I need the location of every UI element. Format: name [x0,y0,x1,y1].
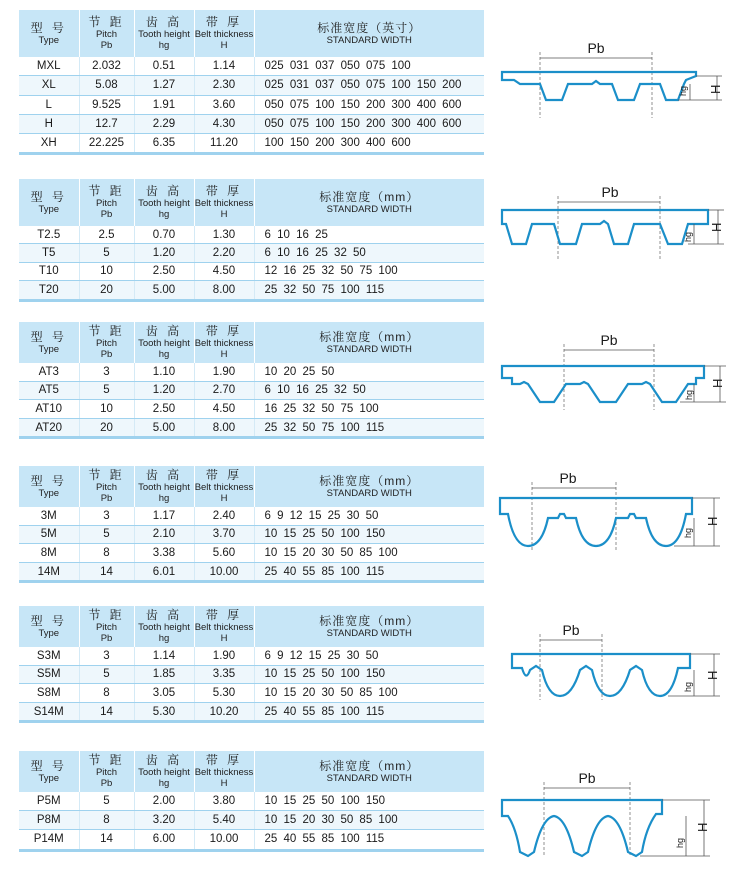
belt-profile-diagram-htd-series [498,470,728,560]
table-row [19,665,484,684]
pitch-header: 节 距 Pitch Pb [79,466,134,507]
type-header: 型 号 Type [19,466,79,507]
cell-pitch: 2.5 [79,226,134,244]
table-header [19,10,484,57]
pitch-label: Pb [587,40,605,56]
belt-profile-diagram-s-series [508,620,738,710]
cell-tooth: 1.91 [134,95,194,114]
cell-widths: 25 40 55 85 100 115 [254,830,484,850]
cell-belt: 2.20 [194,244,254,262]
pitch-header: 节 距 Pitch Pb [79,606,134,647]
standard-width-header: 标准宽度（英寸） STANDARD WIDTH [254,10,484,57]
cell-belt: 3.70 [194,525,254,544]
cell-widths: 6 10 16 25 [254,226,484,244]
belt-thickness-header: 带 厚 Belt thickness H [194,179,254,226]
standard-width-header: 标准宽度（mm） STANDARD WIDTH [254,606,484,647]
pitch-label: Pb [601,184,619,200]
table-row [19,76,484,95]
cell-pitch: 3 [79,647,134,665]
tooth-height-label: hg [683,231,693,242]
belt-thickness-label: H [705,670,720,680]
cell-widths: 6 9 12 15 25 30 50 [254,507,484,525]
cell-pitch: 3 [79,507,134,525]
table-row [19,562,484,582]
type-header: 型 号 Type [19,10,79,57]
cell-widths: 6 10 16 25 32 50 [254,244,484,262]
cell-type: T10 [19,262,79,280]
cell-pitch: 5 [79,244,134,262]
cell-tooth: 5.00 [134,418,194,438]
table-row [19,792,484,811]
table-header [19,179,484,226]
cell-type: 8M [19,544,79,563]
tooth-height-label: hg [683,681,693,692]
table-row [19,226,484,244]
cell-type: AT3 [19,363,79,381]
cell-belt: 5.40 [194,811,254,830]
cell-belt: 3.35 [194,665,254,684]
table-row [19,507,484,525]
table-row [19,525,484,544]
cell-type: S14M [19,702,79,722]
tooth-height-header: 齿 高 Tooth height hg [134,606,194,647]
cell-belt: 4.30 [194,114,254,133]
cell-belt: 2.70 [194,381,254,400]
cell-tooth: 5.30 [134,702,194,722]
cell-belt: 1.90 [194,647,254,665]
cell-widths: 050 075 100 150 200 300 400 600 [254,95,484,114]
tooth-height-label: hg [678,85,688,96]
cell-type: 5M [19,525,79,544]
cell-pitch: 20 [79,418,134,438]
cell-tooth: 0.51 [134,57,194,76]
cell-belt: 4.50 [194,400,254,419]
cell-pitch: 5 [79,381,134,400]
table-row [19,95,484,114]
cell-belt: 10.20 [194,702,254,722]
tooth-height-label: hg [684,389,694,400]
table-row [19,400,484,419]
cell-belt: 10.00 [194,562,254,582]
cell-pitch: 20 [79,281,134,300]
cell-tooth: 1.17 [134,507,194,525]
cell-pitch: 8 [79,544,134,563]
cell-tooth: 1.27 [134,76,194,95]
cell-pitch: 12.7 [79,114,134,133]
pitch-label: Pb [562,622,580,638]
belt-thickness-label: H [708,84,723,94]
cell-belt: 10.00 [194,830,254,850]
cell-type: XL [19,76,79,95]
cell-tooth: 2.10 [134,525,194,544]
cell-tooth: 3.20 [134,811,194,830]
table-row [19,114,484,133]
belt-thickness-label: H [710,378,725,388]
cell-type: XH [19,134,79,154]
standard-width-header: 标准宽度（mm） STANDARD WIDTH [254,466,484,507]
cell-tooth: 1.14 [134,647,194,665]
belt-thickness-header: 带 厚 Belt thickness H [194,606,254,647]
type-header: 型 号 Type [19,179,79,226]
cell-pitch: 22.225 [79,134,134,154]
table-row [19,702,484,722]
cell-belt: 4.50 [194,262,254,280]
cell-tooth: 5.00 [134,281,194,300]
belt-thickness-header: 带 厚 Belt thickness H [194,10,254,57]
belt-thickness-label: H [705,516,720,526]
cell-widths: 10 15 20 30 50 85 100 [254,684,484,703]
cell-pitch: 9.525 [79,95,134,114]
table-row [19,830,484,850]
cell-pitch: 3 [79,363,134,381]
table-header [19,751,484,792]
standard-width-header: 标准宽度（mm） STANDARD WIDTH [254,322,484,363]
table-row [19,684,484,703]
belt-spec-table [19,322,484,439]
cell-pitch: 10 [79,262,134,280]
cell-type: AT20 [19,418,79,438]
cell-tooth: 6.35 [134,134,194,154]
belt-profile-diagram-at-series [500,330,730,420]
cell-widths: 16 25 32 50 75 100 [254,400,484,419]
cell-belt: 1.14 [194,57,254,76]
table-row [19,418,484,438]
cell-pitch: 8 [79,684,134,703]
cell-tooth: 1.20 [134,381,194,400]
table-row [19,57,484,76]
belt-profile-diagram-trapezoid [500,38,730,128]
cell-type: 3M [19,507,79,525]
belt-profile-diagram-t-series [500,180,730,270]
belt-spec-table [19,10,484,155]
cell-tooth: 3.05 [134,684,194,703]
cell-widths: 10 15 25 50 100 150 [254,525,484,544]
cell-type: T2.5 [19,226,79,244]
cell-type: S8M [19,684,79,703]
cell-tooth: 2.50 [134,400,194,419]
cell-widths: 25 40 55 85 100 115 [254,562,484,582]
table-row [19,544,484,563]
cell-type: H [19,114,79,133]
tooth-height-header: 齿 高 Tooth height hg [134,751,194,792]
cell-tooth: 1.20 [134,244,194,262]
pitch-header: 节 距 Pitch Pb [79,10,134,57]
cell-type: L [19,95,79,114]
cell-widths: 25 32 50 75 100 115 [254,281,484,300]
pitch-header: 节 距 Pitch Pb [79,179,134,226]
cell-widths: 100 150 200 300 400 600 [254,134,484,154]
cell-tooth: 2.29 [134,114,194,133]
table-row [19,262,484,280]
cell-belt: 8.00 [194,418,254,438]
cell-belt: 8.00 [194,281,254,300]
tooth-height-header: 齿 高 Tooth height hg [134,322,194,363]
cell-widths: 25 40 55 85 100 115 [254,702,484,722]
cell-widths: 050 075 100 150 200 300 400 600 [254,114,484,133]
cell-type: S3M [19,647,79,665]
cell-belt: 1.90 [194,363,254,381]
table-row [19,647,484,665]
cell-tooth: 2.50 [134,262,194,280]
cell-widths: 25 32 50 75 100 115 [254,418,484,438]
table-row [19,363,484,381]
standard-width-header: 标准宽度（mm） STANDARD WIDTH [254,179,484,226]
belt-profile-diagram-p-series [500,768,730,863]
pitch-label: Pb [578,770,596,786]
belt-thickness-header: 带 厚 Belt thickness H [194,751,254,792]
cell-widths: 025 031 037 050 075 100 [254,57,484,76]
cell-tooth: 2.00 [134,792,194,811]
type-header: 型 号 Type [19,751,79,792]
cell-widths: 10 15 25 50 100 150 [254,665,484,684]
belt-spec-table [19,751,484,852]
belt-thickness-label: H [695,822,710,832]
cell-pitch: 10 [79,400,134,419]
belt-thickness-label: H [709,222,724,232]
pitch-header: 节 距 Pitch Pb [79,751,134,792]
cell-widths: 025 031 037 050 075 100 150 200 [254,76,484,95]
standard-width-header: 标准宽度（mm） STANDARD WIDTH [254,751,484,792]
belt-thickness-header: 带 厚 Belt thickness H [194,322,254,363]
cell-type: 14M [19,562,79,582]
cell-belt: 3.60 [194,95,254,114]
cell-type: AT10 [19,400,79,419]
cell-pitch: 8 [79,811,134,830]
cell-widths: 12 16 25 32 50 75 100 [254,262,484,280]
tooth-height-header: 齿 高 Tooth height hg [134,466,194,507]
cell-type: T5 [19,244,79,262]
cell-belt: 1.30 [194,226,254,244]
cell-pitch: 5.08 [79,76,134,95]
cell-pitch: 2.032 [79,57,134,76]
tooth-height-label: hg [675,837,685,848]
cell-widths: 6 9 12 15 25 30 50 [254,647,484,665]
cell-belt: 2.40 [194,507,254,525]
cell-widths: 6 10 16 25 32 50 [254,381,484,400]
cell-widths: 10 15 20 30 50 85 100 [254,811,484,830]
table-header [19,322,484,363]
cell-pitch: 5 [79,525,134,544]
pitch-label: Pb [600,332,618,348]
table-row [19,811,484,830]
pitch-label: Pb [559,470,577,486]
cell-widths: 10 15 25 50 100 150 [254,792,484,811]
table-row [19,244,484,262]
cell-tooth: 6.00 [134,830,194,850]
cell-belt: 3.80 [194,792,254,811]
cell-tooth: 1.85 [134,665,194,684]
type-header: 型 号 Type [19,606,79,647]
cell-type: P5M [19,792,79,811]
table-row [19,381,484,400]
type-header: 型 号 Type [19,322,79,363]
cell-widths: 10 15 20 30 50 85 100 [254,544,484,563]
cell-pitch: 5 [79,792,134,811]
cell-belt: 5.60 [194,544,254,563]
cell-tooth: 0.70 [134,226,194,244]
table-header [19,466,484,507]
pitch-header: 节 距 Pitch Pb [79,322,134,363]
cell-pitch: 5 [79,665,134,684]
cell-type: P14M [19,830,79,850]
cell-belt: 2.30 [194,76,254,95]
tooth-height-header: 齿 高 Tooth height hg [134,10,194,57]
table-header [19,606,484,647]
tooth-height-label: hg [683,527,693,538]
belt-spec-table [19,466,484,583]
table-row [19,134,484,154]
cell-type: AT5 [19,381,79,400]
cell-tooth: 6.01 [134,562,194,582]
cell-tooth: 3.38 [134,544,194,563]
belt-thickness-header: 带 厚 Belt thickness H [194,466,254,507]
cell-belt: 11.20 [194,134,254,154]
table-row [19,281,484,300]
cell-type: P8M [19,811,79,830]
belt-spec-table [19,179,484,302]
cell-pitch: 14 [79,830,134,850]
cell-type: T20 [19,281,79,300]
tooth-height-header: 齿 高 Tooth height hg [134,179,194,226]
cell-tooth: 1.10 [134,363,194,381]
belt-spec-table [19,606,484,723]
cell-type: S5M [19,665,79,684]
cell-belt: 5.30 [194,684,254,703]
cell-pitch: 14 [79,702,134,722]
cell-pitch: 14 [79,562,134,582]
cell-type: MXL [19,57,79,76]
cell-widths: 10 20 25 50 [254,363,484,381]
